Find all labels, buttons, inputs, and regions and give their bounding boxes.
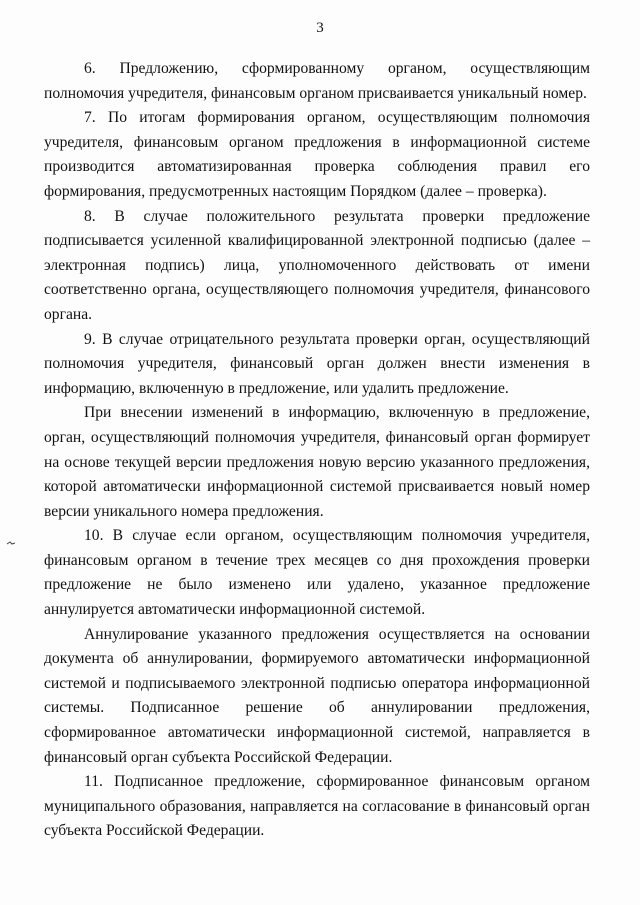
scan-mark-icon [6,540,16,546]
paragraph-9-continued: При внесении изменений в информацию, включенную в предложение, орган, осуществляющий полномочия учредителя, финансовый орган формирует на основе текущей версии предложения новую версию указанного предложения, которой автоматически информационной системой присваивается новый номер версии уникального номера предложения. [44,404,590,520]
paragraph-9: 9. В случае отрицательного результата проверки орган, осуществляющий полномочия учредителя, финансовый орган должен внести изменения в информацию, включенную в предложение, или удалить предложение. [44,330,590,397]
document-body [44,57,590,844]
paragraph-11: 11. Подписанное предложение, сформированное финансовым органом муниципального образования, направляется на согласование в финансовый орган субъекта Российской Федерации. [44,773,590,840]
paragraph-8: 8. В случае положительного результата проверки предложение подписывается усиленной квалифицированной электронной подписью (далее – электронная подпись) лица, уполномоченного действовать от имени соответственно органа, осуществляющего полномочия учредителя, финансового органа. [44,207,590,323]
paragraph-10-continued: Аннулирование указанного предложения осуществляется на основании документа об аннулировании, формируемого автоматически информационной системой и подписываемого электронной подписью оператора информационной системы. Подписанное решение об аннулировании предложения, сформированное автоматически информационной системой, направляется в финансовый орган субъекта Российской Федерации. [44,625,590,766]
paragraph-7: 7. По итогам формирования органом, осуществляющим полномочия учредителя, финансовым органом предложения в информационной системе производится автоматизированная проверка соблюдения правил его формирования, предусмотренных настоящим Порядком (далее – проверка). [44,109,590,200]
paragraph-10: 10. В случае если органом, осуществляющим полномочия учредителя, финансовым органом в течение трех месяцев со дня прохождения проверки предложение не было изменено или удалено, указанное предложение аннулируется автоматически информационной системой. [44,527,590,619]
page-number: 3 [316,20,324,36]
paragraph-6: 6. Предложению, сформированному органом, осуществляющим полномочия учредителя, финансовым органом присваивается уникальный номер. [44,60,590,102]
